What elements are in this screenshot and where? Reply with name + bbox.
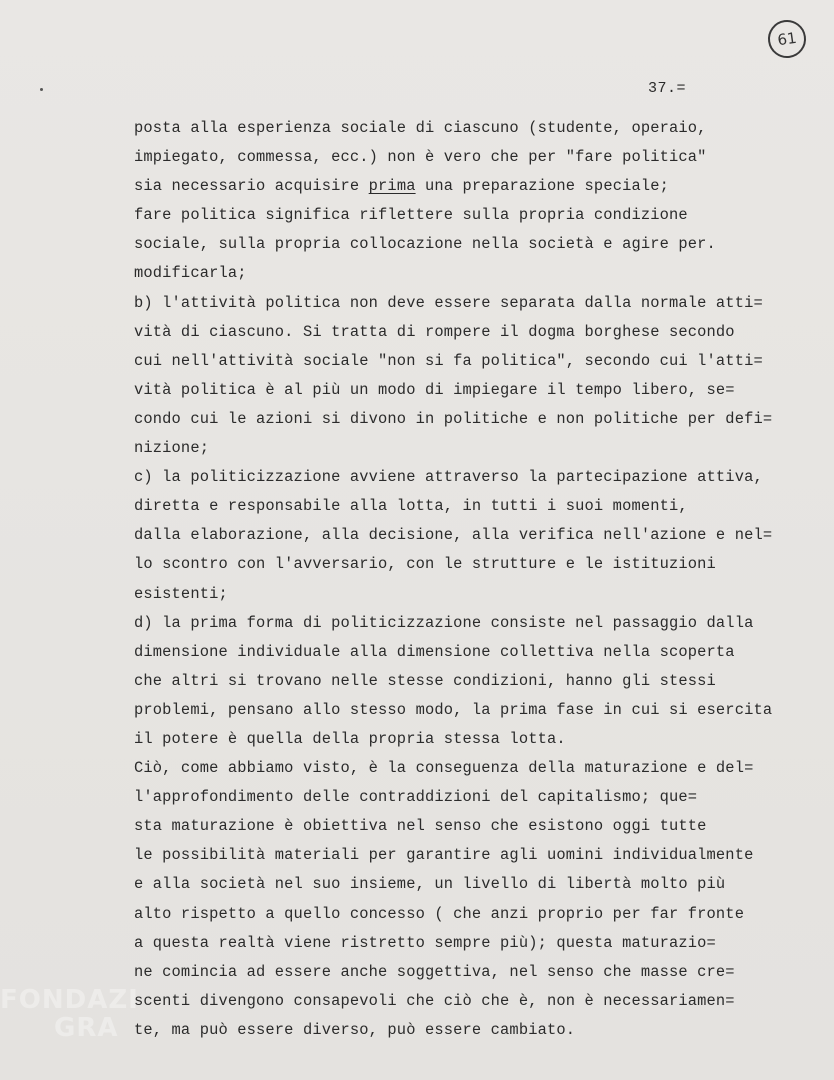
text-line: le possibilità materiali per garantire agli uomini individualmente	[134, 846, 754, 865]
text-segment: una preparazione speciale;	[424, 177, 670, 196]
text-line: a questa realtà viene ristretto sempre più); questa maturazio=	[134, 933, 716, 952]
text-line: nizione;	[134, 439, 210, 458]
text-line: d) la prima forma di politicizzazione consiste nel passaggio dalla	[134, 613, 754, 632]
watermark	[0, 985, 139, 1043]
text-line: c) la politicizzazione avviene attraverso la partecipazione attiva,	[134, 468, 763, 487]
text-line: modificarla;	[134, 264, 247, 283]
archive-number-stamp: 61	[766, 18, 809, 61]
text-line	[134, 172, 814, 201]
text-line: sociale, sulla propria collocazione nella società e agire per.	[134, 235, 716, 254]
text-line: il potere è quella della propria stessa lotta.	[134, 729, 566, 748]
text-line: vità politica è al più un modo di impiegare il tempo libero, se=	[134, 380, 735, 399]
text-line: sta maturazione è obiettiva nel senso che esistono oggi tutte	[134, 817, 707, 836]
text-line: che altri si trovano nelle stesse condizioni, hanno gli stessi	[134, 671, 716, 690]
text-line: dalla elaborazione, alla decisione, alla verifica nell'azione e nel=	[134, 526, 773, 545]
text-line: problemi, pensano allo stesso modo, la prima fase in cui si esercita	[134, 700, 773, 719]
text-line: alto rispetto a quello concesso ( che anzi proprio per far fronte	[134, 904, 745, 923]
text-line: lo scontro con l'avversario, con le strutture e le istituzioni	[134, 555, 716, 574]
text-segment: sia necessario acquisire	[134, 177, 360, 196]
text-line: Ciò, come abbiamo visto, è la conseguenza della maturazione e del=	[134, 759, 754, 778]
paper-speck	[40, 88, 43, 91]
watermark-line-1: FONDAZI	[0, 985, 139, 1015]
document-body	[134, 114, 814, 1045]
text-line: b) l'attività politica non deve essere separata dalla normale atti=	[134, 293, 763, 312]
text-line: esistenti;	[134, 584, 228, 603]
text-line: diretta e responsabile alla lotta, in tutti i suoi momenti,	[134, 497, 688, 516]
text-line: ne comincia ad essere anche soggettiva, nel senso che masse cre=	[134, 962, 735, 981]
text-line: l'approfondimento delle contraddizioni del capitalismo; que=	[134, 788, 698, 807]
text-line: vità di ciascuno. Si tratta di rompere il dogma borghese secondo	[134, 322, 735, 341]
text-line: impiegato, commessa, ecc.) non è vero che per "fare politica"	[134, 148, 707, 167]
underlined-word: prima	[368, 177, 416, 196]
watermark-line-2: GRA	[54, 1013, 119, 1043]
text-line: posta alla esperienza sociale di ciascuno (studente, operaio,	[134, 119, 707, 137]
text-line: cui nell'attività sociale "non si fa politica", secondo cui l'atti=	[134, 351, 763, 370]
text-line: condo cui le azioni si divono in politiche e non politiche per defi=	[134, 409, 773, 428]
text-line: dimensione individuale alla dimensione collettiva nella scoperta	[134, 642, 735, 661]
text-line: scenti divengono consapevoli che ciò che è, non è necessariamen=	[134, 991, 735, 1010]
page-number: 37.=	[648, 80, 687, 97]
text-line: e alla società nel suo insieme, un livello di libertà molto più	[134, 875, 726, 894]
text-line: fare politica significa riflettere sulla propria condizione	[134, 206, 688, 225]
text-line: te, ma può essere diverso, può essere cambiato.	[134, 1020, 576, 1039]
